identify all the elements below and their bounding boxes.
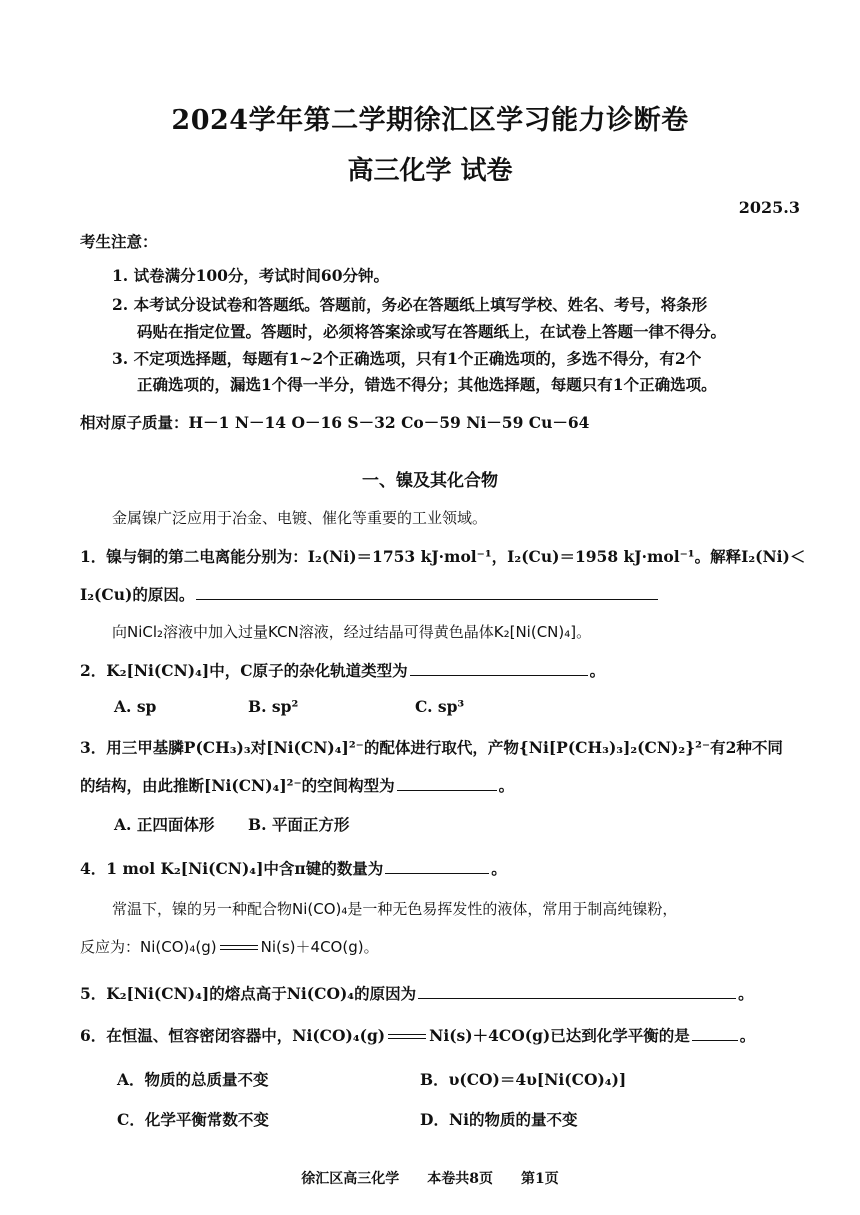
question-6-end: 。 (739, 1026, 756, 1045)
question-1-line-b (80, 583, 660, 605)
notice-item-2a: 2. 本考试分设试卷和答题纸。答题前，务必在答题纸上填写学校、姓名、考号，将条形 (112, 295, 708, 314)
notice-item-3a: 3. 不定项选择题，每题有1~2个正确选项，只有1个正确选项的，多选不得分，有2个 (112, 349, 702, 368)
question-1-text: I₂(Cu)的原因。 (80, 585, 195, 604)
question-5-text: 5．K₂[Ni(CN)₄]的熔点高于Ni(CO)₄的原因为 (80, 984, 417, 1003)
footer-left: 徐汇区高三化学 (301, 1171, 400, 1187)
q6-option-a: A．物质的总质量不变 (117, 1070, 269, 1089)
footer-right: 第1页 (521, 1171, 559, 1187)
q3-option-b: B. 平面正方形 (248, 815, 350, 834)
notice-item-1: 1. 试卷满分100分，考试时间60分钟。 (112, 266, 390, 285)
q6-option-c: C．化学平衡常数不变 (117, 1110, 269, 1129)
exam-subtitle: 高三化学 试卷 (347, 156, 513, 186)
question-1-line-a: 1．镍与铜的第二电离能分别为：I₂(Ni)＝1753 kJ·mol⁻¹，I₂(Cu)＝1958 kJ·mol⁻¹。解释I₂(Ni)＜ (80, 547, 806, 566)
context-2: 向NiCl₂溶液中加入过量KCN溶液，经过结晶可得黄色晶体K₂[Ni(CN)₄]。 (112, 623, 592, 641)
question-5-end: 。 (738, 984, 754, 1003)
question-3-line-b (80, 774, 514, 796)
question-2-end: 。 (589, 661, 606, 680)
q3-option-a: A. 正四面体形 (114, 815, 215, 834)
footer-middle: 本卷共8页 (427, 1171, 493, 1187)
reaction-right: Ni(s)＋4CO(g)。 (260, 938, 379, 956)
q6-option-d: D．Ni的物质的量不变 (420, 1110, 578, 1129)
question-5 (80, 982, 754, 1004)
section-intro: 金属镍广泛应用于冶金、电镀、催化等重要的工业领域。 (112, 509, 488, 527)
notice-heading: 考生注意： (80, 232, 158, 251)
context-5-line-a: 常温下，镍的另一种配合物Ni(CO)₄是一种无色易挥发性的液体，常用于制高纯镍粉， (112, 900, 678, 918)
question-2-text: 2．K₂[Ni(CN)₄]中，C原子的杂化轨道类型为 (80, 661, 408, 680)
question-4-text: 4．1 mol K₂[Ni(CN)₄]中含π键的数量为 (80, 859, 384, 878)
question-6-text-b: Ni(s)＋4CO(g)已达到化学平衡的是 (429, 1026, 690, 1045)
answer-blank-2[interactable] (410, 661, 588, 676)
exam-title: 2024学年第二学期徐汇区学习能力诊断卷 (171, 105, 689, 136)
answer-blank-5[interactable] (418, 984, 736, 999)
atomic-mass-line: 相对原子质量：H－1 N－14 O－16 S－32 Co－59 Ni－59 Cu－64 (80, 413, 590, 432)
q6-option-b: B．υ(CO)＝4υ[Ni(CO)₄)] (420, 1070, 627, 1089)
q2-option-a: A. sp (114, 697, 157, 716)
question-3-line-a: 3．用三甲基膦P(CH₃)₃对[Ni(CN)₄]²⁻的配体进行取代，产物{Ni[P(CH₃)₃]₂(CN)₂}²⁻有2种不同 (80, 738, 783, 757)
reaction-left: 反应为：Ni(CO)₄(g) (80, 938, 217, 956)
equilibrium-arrow-icon (388, 1032, 426, 1042)
context-5-line-b (80, 936, 379, 957)
q2-option-c: C. sp³ (415, 697, 465, 716)
answer-blank-6[interactable] (692, 1026, 738, 1041)
q2-option-b: B. sp² (248, 697, 299, 716)
answer-blank-4[interactable] (385, 859, 489, 874)
question-4 (80, 857, 507, 879)
exam-date: 2025.3 (738, 198, 800, 217)
question-2 (80, 659, 605, 681)
answer-blank-1[interactable] (196, 585, 658, 600)
notice-item-3b: 正确选项的，漏选1个得一半分，错选不得分；其他选择题，每题只有1个正确选项。 (137, 375, 717, 394)
question-3-text: 的结构，由此推断[Ni(CN)₄]²⁻的空间构型为 (80, 776, 395, 795)
question-3-end: 。 (498, 776, 515, 795)
page-footer (0, 1168, 860, 1188)
answer-blank-3[interactable] (397, 776, 497, 791)
equilibrium-arrow-icon (220, 943, 258, 953)
section-title: 一、镍及其化合物 (362, 471, 498, 491)
notice-item-2b: 码贴在指定位置。答题时，必须将答案涂或写在答题纸上，在试卷上答题一律不得分。 (137, 322, 727, 341)
question-4-end: 。 (491, 859, 507, 878)
question-6 (80, 1024, 755, 1046)
question-6-text-a: 6．在恒温、恒容密闭容器中，Ni(CO)₄(g) (80, 1026, 386, 1045)
